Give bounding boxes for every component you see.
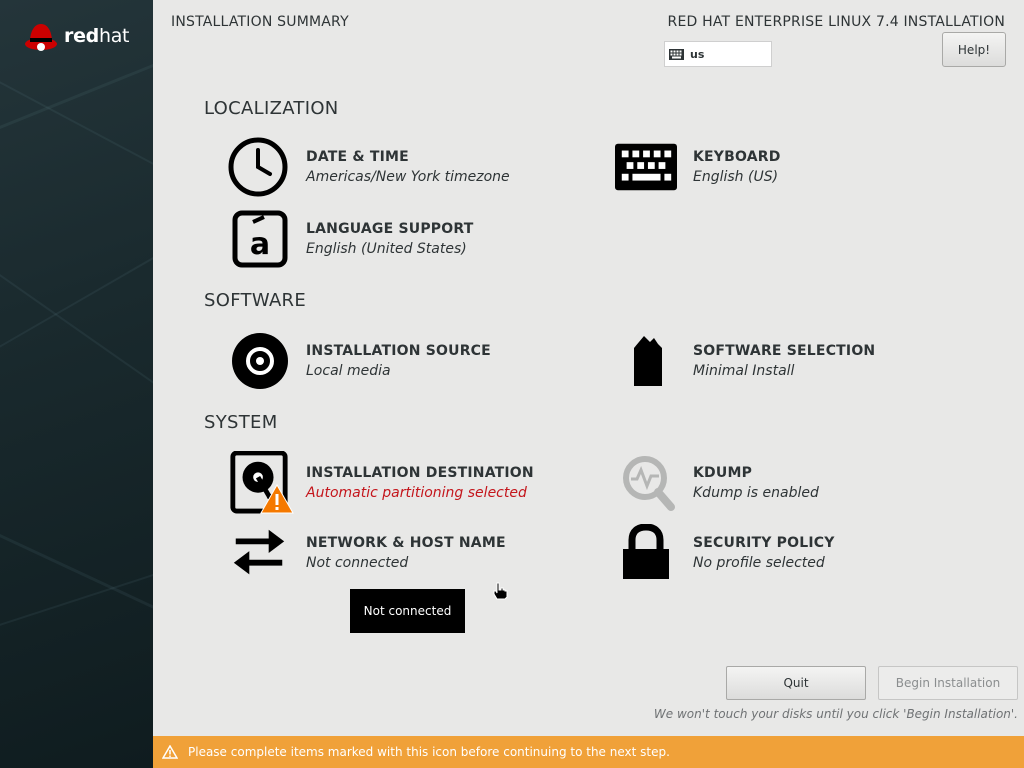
spoke-status: English (United States)	[306, 241, 467, 257]
spoke-language-support[interactable]	[228, 208, 473, 270]
spoke-name: INSTALLATION SOURCE	[306, 343, 491, 359]
hand-cursor-icon	[492, 582, 508, 600]
spoke-software-selection[interactable]	[615, 330, 875, 392]
quit-button[interactable]: Quit	[726, 666, 866, 700]
spoke-status: Local media	[306, 363, 391, 379]
keyboard-layout-indicator[interactable]	[664, 41, 772, 67]
logo-wordmark: redhat	[64, 25, 130, 47]
language-icon	[230, 210, 288, 268]
keyboard-icon	[669, 49, 684, 60]
keyboard-icon	[615, 143, 677, 191]
redhat-logo	[24, 20, 129, 52]
spoke-name: LANGUAGE SUPPORT	[306, 221, 474, 237]
spoke-status: Not connected	[306, 555, 409, 571]
keyboard-layout-label: us	[690, 47, 705, 61]
spoke-date-time[interactable]	[228, 136, 510, 198]
spoke-installation-destination[interactable]	[228, 452, 534, 514]
spoke-status: Americas/New York timezone	[306, 169, 510, 185]
spoke-name: SECURITY POLICY	[693, 535, 835, 551]
package-icon	[622, 332, 670, 390]
sidebar	[0, 0, 153, 768]
spoke-status: No profile selected	[693, 555, 825, 571]
spoke-keyboard[interactable]	[615, 136, 781, 198]
begin-installation-button[interactable]: Begin Installation	[878, 666, 1018, 700]
spoke-name: INSTALLATION DESTINATION	[306, 465, 534, 481]
spoke-kdump[interactable]	[615, 452, 819, 514]
clock-icon	[228, 136, 290, 198]
lock-icon	[620, 524, 672, 582]
svg-text:a: a	[249, 227, 271, 262]
section-heading-system: SYSTEM	[204, 412, 278, 433]
spoke-security-policy[interactable]	[615, 522, 835, 584]
warning-icon	[162, 745, 178, 759]
warning-icon	[260, 484, 294, 514]
spoke-status: Minimal Install	[693, 363, 795, 379]
spoke-name: DATE & TIME	[306, 149, 409, 165]
spoke-status: English (US)	[693, 169, 779, 185]
spoke-status: Kdump is enabled	[693, 485, 819, 501]
spoke-name: KDUMP	[693, 465, 753, 481]
section-heading-localization: LOCALIZATION	[204, 98, 339, 119]
section-heading-software: SOFTWARE	[204, 290, 307, 311]
shadowman-icon	[24, 20, 58, 52]
tooltip: Not connected	[350, 589, 465, 633]
spoke-installation-source[interactable]	[228, 330, 491, 392]
spoke-name: KEYBOARD	[693, 149, 781, 165]
spoke-network-host-name[interactable]	[228, 522, 506, 584]
spoke-status-warning: Automatic partitioning selected	[306, 485, 527, 501]
warning-bar-text: Please complete items marked with this icon before continuing to the next step.	[188, 745, 670, 759]
disk-note: We won't touch your disks until you click 'Begin Installation'.	[653, 707, 1018, 721]
spoke-name: SOFTWARE SELECTION	[693, 343, 876, 359]
product-title: RED HAT ENTERPRISE LINUX 7.4 INSTALLATION	[667, 14, 1005, 30]
page-title: INSTALLATION SUMMARY	[171, 14, 349, 30]
help-button[interactable]: Help!	[942, 32, 1006, 67]
warning-bar	[153, 736, 1024, 768]
spoke-name: NETWORK & HOST NAME	[306, 535, 506, 551]
network-arrows-icon	[228, 523, 290, 583]
disc-icon	[228, 330, 290, 392]
magnifier-icon	[615, 452, 677, 514]
